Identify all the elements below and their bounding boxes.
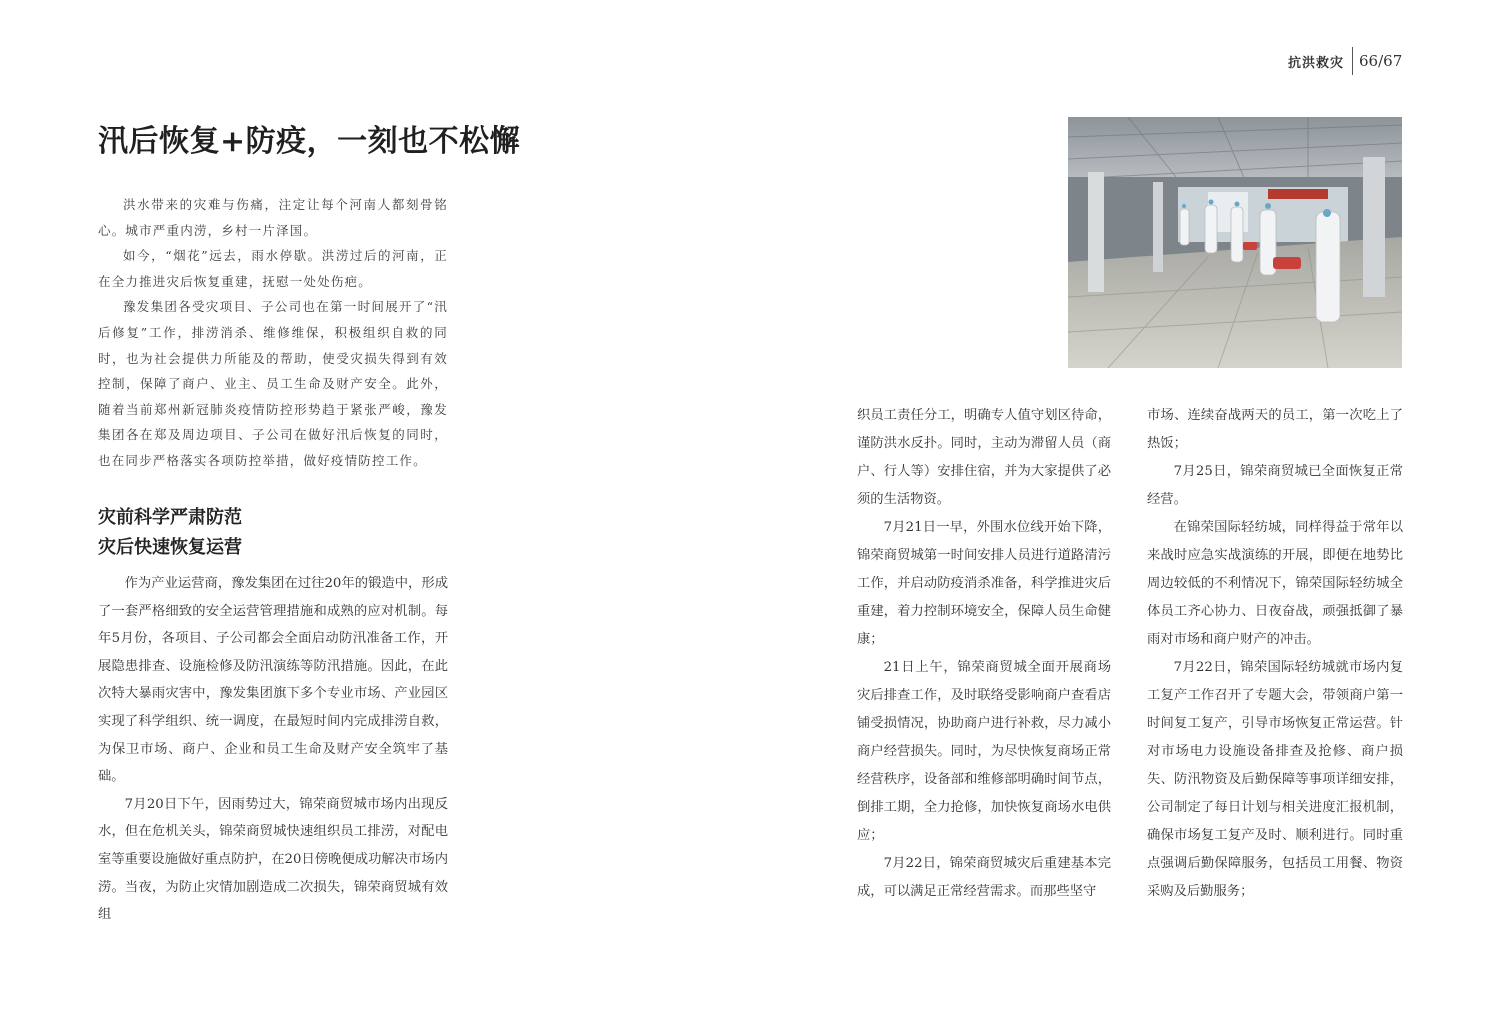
header-divider (1352, 47, 1353, 75)
running-header (1288, 46, 1402, 76)
body-paragraph: 7月21日一早，外围水位线开始下降，锦荣商贸城第一时间安排人员进行道路清污工作，并启动防疫消杀准备，科学推进灾后重建，着力控制环境安全，保障人员生命健康； (857, 520, 1111, 647)
left-body-text (98, 570, 448, 929)
body-paragraph: 7月22日，锦荣商贸城灾后重建基本完成，可以满足正常经营需求。而那些坚守 (857, 856, 1111, 899)
body-paragraph: 市场、连续奋战两天的员工，第一次吃上了热饭； (1147, 408, 1403, 451)
page-title: 汛后恢复+防疫，一刻也不松懈 (98, 124, 521, 159)
section-subheading (98, 503, 242, 563)
intro-text (98, 192, 448, 474)
intro-paragraph: 豫发集团各受灾项目、子公司也在第一时间展开了“汛后修复”工作，排涝消杀、维修维保，积极组织自救的同时，也为社会提供力所能及的帮助，使受灾损失得到有效控制，保障了商户、业主、员工生命及财产安全。此外，随着当前郑州新冠肺炎疫情防控形势趋于紧张严峻，豫发集团各在郑及周边项目、子公司在做好汛后恢复的同时，也在同步严格落实各项防控举措，做好疫情防控工作。 (98, 299, 448, 468)
intro-paragraph: 洪水带来的灾难与伤痛，注定让每个河南人都刻骨铭心。城市严重内涝，乡村一片泽国。 (98, 197, 448, 238)
section-label: 抗洪救灾 (1288, 55, 1345, 71)
right-column-text (1147, 402, 1403, 906)
page-numbers: 66/67 (1359, 52, 1403, 70)
disinfection-photo (1068, 117, 1402, 368)
intro-paragraph: 如今，“烟花”远去，雨水停歇。洪涝过后的河南，正在全力推进灾后恢复重建，抚慰一处处伤疤。 (98, 248, 448, 289)
body-paragraph: 织员工责任分工，明确专人值守划区待命，谨防洪水反扑。同时，主动为滞留人员（商户、行人等）安排住宿，并为大家提供了必须的生活物资。 (857, 408, 1111, 507)
body-paragraph: 作为产业运营商，豫发集团在过往20年的锻造中，形成了一套严格细致的安全运营管理措施和成熟的应对机制。每年5月份，各项目、子公司都会全面启动防汛准备工作，开展隐患排查、设施检修及防汛演练等防汛措施。因此，在此次特大暴雨灾害中，豫发集团旗下多个专业市场、产业园区实现了科学组织、统一调度，在最短时间内完成排涝自救，为保卫市场、商户、企业和员工生命及财产安全筑牢了基础。 (98, 576, 448, 785)
body-paragraph: 7月25日，锦荣商贸城已全面恢复正常经营。 (1147, 464, 1403, 507)
body-paragraph: 21日上午，锦荣商贸城全面开展商场灾后排查工作，及时联络受影响商户查看店铺受损情况，协助商户进行补救，尽力减小商户经营损失。同时，为尽快恢复商场正常经营秩序，设备部和维修部明确时间节点，倒排工期，全力抢修，加快恢复商场水电供应； (857, 660, 1111, 843)
middle-column-text (857, 402, 1111, 906)
body-paragraph: 在锦荣国际轻纺城，同样得益于常年以来战时应急实战演练的开展，即便在地势比周边较低的不利情况下，锦荣国际轻纺城全体员工齐心协力、日夜奋战，顽强抵御了暴雨对市场和商户财产的冲击。 (1147, 520, 1403, 647)
subheading-line: 灾后快速恢复运营 (98, 537, 242, 558)
body-paragraph: 7月22日，锦荣国际轻纺城就市场内复工复产工作召开了专题大会，带领商户第一时间复工复产，引导市场恢复正常运营。针对市场电力设施设备排查及抢修、商户损失、防汛物资及后勤保障等事项详细安排，公司制定了每日计划与相关进度汇报机制，确保市场复工复产及时、顺利进行。同时重点强调后勤保障服务，包括员工用餐、物资采购及后勤服务； (1147, 660, 1403, 899)
body-paragraph: 7月20日下午，因雨势过大，锦荣商贸城市场内出现反水，但在危机关头，锦荣商贸城快速组织员工排涝，对配电室等重要设施做好重点防护，在20日傍晚便成功解决市场内涝。当夜，为防止灾情加剧造成二次损失，锦荣商贸城有效组 (98, 796, 448, 923)
subheading-line: 灾前科学严肃防范 (98, 507, 242, 528)
